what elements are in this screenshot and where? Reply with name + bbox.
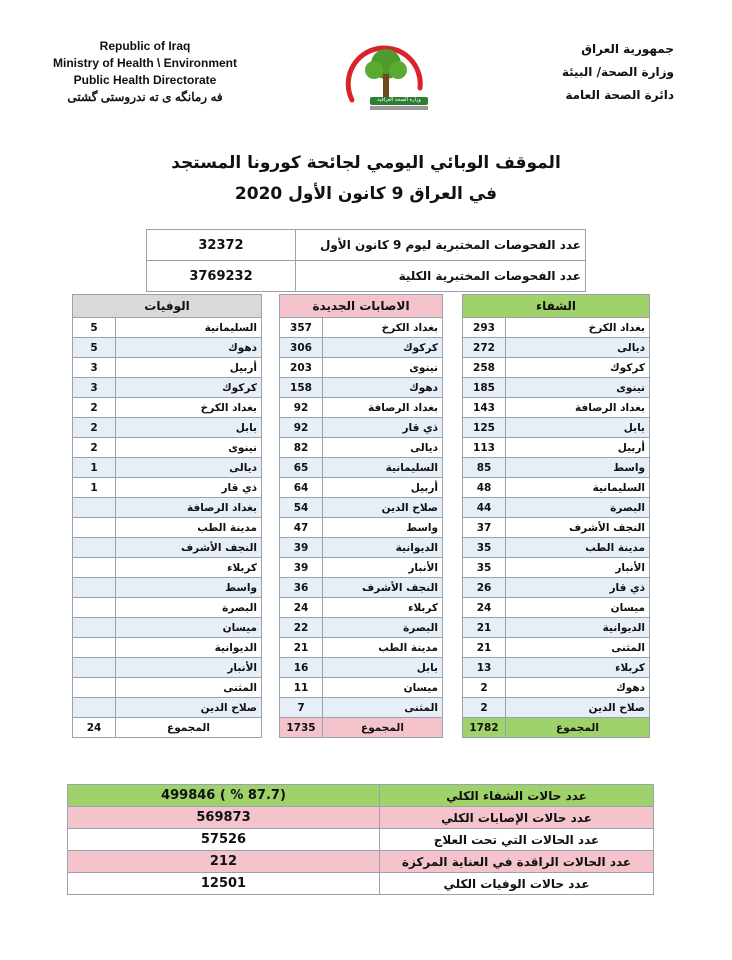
province-name: مدينة الطب <box>116 518 262 538</box>
province-value: 125 <box>463 418 506 438</box>
province-name: كركوك <box>506 358 650 378</box>
table-row <box>73 378 262 398</box>
table-row <box>280 678 443 698</box>
table-row <box>73 618 262 638</box>
province-value: 143 <box>463 398 506 418</box>
total-value: 24 <box>73 718 116 738</box>
province-name: بغداد الكرخ <box>506 318 650 338</box>
table-row <box>280 698 443 718</box>
summary-label: عدد الحالات الراقدة في العناية المركزة <box>380 851 654 873</box>
province-value: 5 <box>73 338 116 358</box>
province-value: 39 <box>280 558 323 578</box>
province-name: بغداد الرصافة <box>506 398 650 418</box>
summary-row <box>68 807 654 829</box>
province-value: 5 <box>73 318 116 338</box>
province-name: صلاح الدين <box>116 698 262 718</box>
table-row <box>463 438 650 458</box>
province-name: دهوك <box>323 378 443 398</box>
province-name: ذي قار <box>506 578 650 598</box>
province-name: ديالى <box>323 438 443 458</box>
summary-value: 12501 <box>68 873 380 895</box>
province-name: ديالى <box>506 338 650 358</box>
table-row <box>463 358 650 378</box>
province-name: واسط <box>506 458 650 478</box>
province-value: 35 <box>463 558 506 578</box>
summary-label: عدد حالات الشفاء الكلي <box>380 785 654 807</box>
province-name: كركوك <box>116 378 262 398</box>
total-value: 1782 <box>463 718 506 738</box>
table-row <box>463 458 650 478</box>
province-name: نينوى <box>506 378 650 398</box>
province-name: ديالى <box>116 458 262 478</box>
table-row <box>280 578 443 598</box>
province-name: كربلاء <box>506 658 650 678</box>
tests-row <box>147 230 586 261</box>
table-row <box>73 478 262 498</box>
province-value: 1 <box>73 458 116 478</box>
deaths-table <box>72 294 262 738</box>
province-value: 258 <box>463 358 506 378</box>
province-name: السليمانية <box>116 318 262 338</box>
province-name: كربلاء <box>116 558 262 578</box>
province-name: السليمانية <box>323 458 443 478</box>
province-value: 37 <box>463 518 506 538</box>
province-name: البصرة <box>116 598 262 618</box>
province-name: صلاح الدين <box>506 698 650 718</box>
province-name: الديوانية <box>506 618 650 638</box>
province-name: المثنى <box>116 678 262 698</box>
province-value <box>73 498 116 518</box>
province-name: ذي قار <box>323 418 443 438</box>
table-row <box>73 558 262 578</box>
header-ar-line: دائرة الصحة العامة <box>565 88 674 102</box>
province-value <box>73 598 116 618</box>
province-value: 64 <box>280 478 323 498</box>
table-row <box>463 398 650 418</box>
province-name: النجف الأشرف <box>116 538 262 558</box>
province-value: 47 <box>280 518 323 538</box>
province-name: الديوانية <box>116 638 262 658</box>
province-value: 54 <box>280 498 323 518</box>
table-row <box>280 418 443 438</box>
province-name: الديوانية <box>323 538 443 558</box>
province-name: نينوى <box>323 358 443 378</box>
province-name: النجف الأشرف <box>506 518 650 538</box>
province-value: 185 <box>463 378 506 398</box>
tests-value: 3769232 <box>147 261 296 292</box>
province-value: 113 <box>463 438 506 458</box>
header-en-line: Ministry of Health \ Environment <box>52 56 238 70</box>
table-row <box>463 658 650 678</box>
table-row <box>73 518 262 538</box>
header-english <box>40 38 250 106</box>
table-row <box>463 638 650 658</box>
total-row <box>73 718 262 738</box>
province-value: 2 <box>463 678 506 698</box>
province-value: 3 <box>73 358 116 378</box>
province-name: مدينة الطب <box>506 538 650 558</box>
table-row <box>73 698 262 718</box>
province-value: 272 <box>463 338 506 358</box>
deaths-header <box>73 295 262 318</box>
new-cases-table <box>279 294 443 738</box>
province-value <box>73 698 116 718</box>
province-value: 35 <box>463 538 506 558</box>
province-name: السليمانية <box>506 478 650 498</box>
table-row <box>463 338 650 358</box>
province-name: مدينة الطب <box>323 638 443 658</box>
province-name: ذي قار <box>116 478 262 498</box>
summary-row <box>68 785 654 807</box>
tests-label: عدد الفحوصات المختبرية الكلية <box>296 261 586 292</box>
table-row <box>73 358 262 378</box>
province-name: بابل <box>506 418 650 438</box>
table-row <box>280 518 443 538</box>
province-value: 24 <box>280 598 323 618</box>
table-row <box>280 478 443 498</box>
province-value: 293 <box>463 318 506 338</box>
table-row <box>463 318 650 338</box>
table-row <box>463 598 650 618</box>
table-row <box>463 378 650 398</box>
province-name: دهوك <box>506 678 650 698</box>
province-name: واسط <box>116 578 262 598</box>
summary-label: عدد حالات الوفيات الكلي <box>380 873 654 895</box>
province-value: 1 <box>73 478 116 498</box>
table-row <box>463 538 650 558</box>
new-cases-header <box>280 295 443 318</box>
province-name: ميسان <box>323 678 443 698</box>
page-title: الموقف الوبائي اليومي لجائحة كورونا المستجد <box>171 153 561 173</box>
summary-value: 569873 <box>68 807 380 829</box>
province-value <box>73 638 116 658</box>
header-en-line: Republic of Iraq <box>99 39 191 53</box>
province-value <box>73 518 116 538</box>
summary-table <box>67 784 654 895</box>
province-name: أربيل <box>506 438 650 458</box>
table-row <box>280 358 443 378</box>
table-row <box>463 558 650 578</box>
recovered-header <box>463 295 650 318</box>
table-row <box>280 398 443 418</box>
table-row <box>280 538 443 558</box>
province-value: 85 <box>463 458 506 478</box>
table-row <box>280 338 443 358</box>
summary-label: عدد الحالات التي تحت العلاج <box>380 829 654 851</box>
table-row <box>280 458 443 478</box>
table-row <box>463 678 650 698</box>
province-value: 44 <box>463 498 506 518</box>
table-row <box>463 498 650 518</box>
province-value: 26 <box>463 578 506 598</box>
province-value: 203 <box>280 358 323 378</box>
header-ar-line: وزارة الصحة/ البيئة <box>561 65 674 79</box>
table-row <box>73 658 262 678</box>
summary-value: 57526 <box>68 829 380 851</box>
table-row <box>463 418 650 438</box>
deaths-title: الوفيات <box>73 295 262 318</box>
province-value: 2 <box>73 438 116 458</box>
province-name: ميسان <box>116 618 262 638</box>
tests-value: 32372 <box>147 230 296 261</box>
province-value <box>73 618 116 638</box>
province-name: ميسان <box>506 598 650 618</box>
province-value <box>73 558 116 578</box>
province-name: المثنى <box>323 698 443 718</box>
table-row <box>463 478 650 498</box>
summary-label: عدد حالات الإصابات الكلي <box>380 807 654 829</box>
province-name: البصرة <box>323 618 443 638</box>
province-name: بغداد الكرخ <box>116 398 262 418</box>
province-value: 306 <box>280 338 323 358</box>
ministry-logo <box>330 30 440 130</box>
page-subtitle: في العراق 9 كانون الأول 2020 <box>234 184 498 204</box>
tests-label: عدد الفحوصات المختبرية ليوم 9 كانون الأول <box>296 230 586 261</box>
header-en-line: فه رمانگه ى ته ندروستى گشتى <box>67 90 223 104</box>
tests-table <box>146 229 586 292</box>
recovered-title: الشفاء <box>463 295 650 318</box>
table-row <box>73 338 262 358</box>
total-row <box>280 718 443 738</box>
province-value: 22 <box>280 618 323 638</box>
total-value: 1735 <box>280 718 323 738</box>
summary-row <box>68 851 654 873</box>
province-value: 21 <box>280 638 323 658</box>
header-en-line: Public Health Directorate <box>73 73 217 87</box>
total-row <box>463 718 650 738</box>
province-name: دهوك <box>116 338 262 358</box>
table-row <box>73 318 262 338</box>
table-row <box>73 418 262 438</box>
table-row <box>73 498 262 518</box>
table-row <box>280 378 443 398</box>
table-row <box>73 398 262 418</box>
province-name: الأنبار <box>506 558 650 578</box>
province-value: 7 <box>280 698 323 718</box>
table-row <box>463 518 650 538</box>
table-row <box>280 558 443 578</box>
header-arabic <box>524 38 674 107</box>
province-value: 36 <box>280 578 323 598</box>
table-row <box>73 598 262 618</box>
total-label: المجموع <box>506 718 650 738</box>
province-value: 2 <box>463 698 506 718</box>
province-name: المثنى <box>506 638 650 658</box>
province-name: صلاح الدين <box>323 498 443 518</box>
province-value: 92 <box>280 398 323 418</box>
summary-value: (87.7 % ) 499846 <box>68 785 380 807</box>
province-name: البصرة <box>506 498 650 518</box>
province-value: 48 <box>463 478 506 498</box>
province-value <box>73 658 116 678</box>
province-value <box>73 538 116 558</box>
province-value: 2 <box>73 398 116 418</box>
province-value: 92 <box>280 418 323 438</box>
total-label: المجموع <box>116 718 262 738</box>
province-value: 357 <box>280 318 323 338</box>
province-name: بابل <box>323 658 443 678</box>
logo-text: وزارة الصحة العراقية <box>377 97 421 103</box>
table-row <box>73 578 262 598</box>
province-value: 21 <box>463 618 506 638</box>
table-row <box>73 538 262 558</box>
table-row <box>280 498 443 518</box>
province-value: 13 <box>463 658 506 678</box>
table-row <box>463 698 650 718</box>
table-row <box>73 458 262 478</box>
summary-row <box>68 873 654 895</box>
province-name: أربيل <box>116 358 262 378</box>
summary-row <box>68 829 654 851</box>
province-value: 65 <box>280 458 323 478</box>
new-cases-title: الاصابات الجديدة <box>280 295 443 318</box>
table-row <box>280 438 443 458</box>
table-row <box>280 618 443 638</box>
table-row <box>463 618 650 638</box>
province-name: بغداد الرصافة <box>116 498 262 518</box>
table-row <box>463 578 650 598</box>
table-row <box>280 638 443 658</box>
province-value <box>73 678 116 698</box>
province-value: 39 <box>280 538 323 558</box>
table-row <box>73 678 262 698</box>
province-name: بغداد الرصافة <box>323 398 443 418</box>
province-name: الأنبار <box>323 558 443 578</box>
province-name: كركوك <box>323 338 443 358</box>
province-name: بابل <box>116 418 262 438</box>
header-ar-line: جمهورية العراق <box>581 42 674 56</box>
province-value: 16 <box>280 658 323 678</box>
total-label: المجموع <box>323 718 443 738</box>
province-value <box>73 578 116 598</box>
table-row <box>280 658 443 678</box>
province-name: واسط <box>323 518 443 538</box>
recovered-table <box>462 294 650 738</box>
summary-value: 212 <box>68 851 380 873</box>
province-name: أربيل <box>323 478 443 498</box>
province-value: 21 <box>463 638 506 658</box>
province-value: 11 <box>280 678 323 698</box>
table-row <box>73 638 262 658</box>
table-row <box>73 438 262 458</box>
table-row <box>280 598 443 618</box>
province-value: 3 <box>73 378 116 398</box>
province-value: 82 <box>280 438 323 458</box>
province-name: الأنبار <box>116 658 262 678</box>
province-value: 158 <box>280 378 323 398</box>
province-value: 2 <box>73 418 116 438</box>
province-name: نينوى <box>116 438 262 458</box>
province-name: كربلاء <box>323 598 443 618</box>
province-value: 24 <box>463 598 506 618</box>
province-name: بغداد الكرخ <box>323 318 443 338</box>
tests-row <box>147 261 586 292</box>
table-row <box>280 318 443 338</box>
province-name: النجف الأشرف <box>323 578 443 598</box>
